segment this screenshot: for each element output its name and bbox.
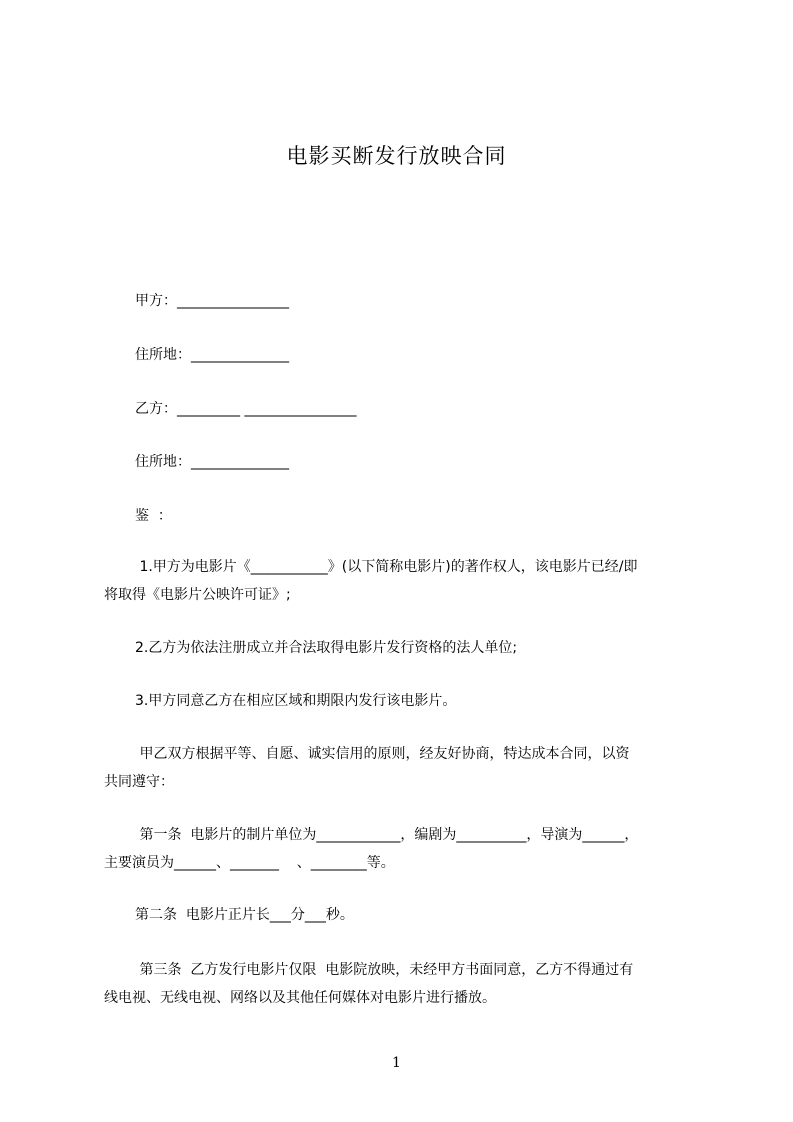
preamble-line-2: 共同遵守： <box>104 774 174 790</box>
party-a-address-line: 住所地：______________ <box>135 347 289 363</box>
preamble-line-1: 甲乙双方根据平等、自愿、诚实信用的原则，经友好协商，特达成本合同，以资 <box>135 746 630 762</box>
recital-3: 3.甲方同意乙方在相应区域和期限内发行该电影片。 <box>135 693 457 709</box>
article-1-line-2: 主要演员为______、_______ 、________等。 <box>104 855 395 871</box>
article-2: 第二条 电影片正片长___分___秒。 <box>135 907 354 923</box>
article-3-line-2: 线电视、无线电视、网络以及其他任何媒体对电影片进行播放。 <box>104 990 496 1006</box>
page-number: 1 <box>392 1055 401 1071</box>
party-b-line: 乙方：_________ ________________ <box>135 401 357 417</box>
article-3-line-1: 第三条 乙方发行电影片仅限 电影院放映，未经甲方书面同意，乙方不得通过有 <box>135 962 634 978</box>
recital-1-line-2: 将取得《电影片公映许可证》; <box>104 587 291 603</box>
article-1-line-1: 第一条 电影片的制片单位为____________，编剧为__________，导演为______， <box>135 827 639 843</box>
party-a-line: 甲方：________________ <box>135 293 289 309</box>
recital-1-line-1: 1.甲方为电影片《___________》(以下简称电影片)的著作权人，该电影片已经/即 <box>135 559 638 575</box>
recital-2: 2.乙方为依法注册成立并合法取得电影片发行资格的法人单位; <box>135 640 518 656</box>
whereas-heading: 鉴 ： <box>135 508 172 524</box>
document-title: 电影买断发行放映合同 <box>286 144 507 168</box>
party-b-address-line: 住所地：______________ <box>135 454 289 470</box>
